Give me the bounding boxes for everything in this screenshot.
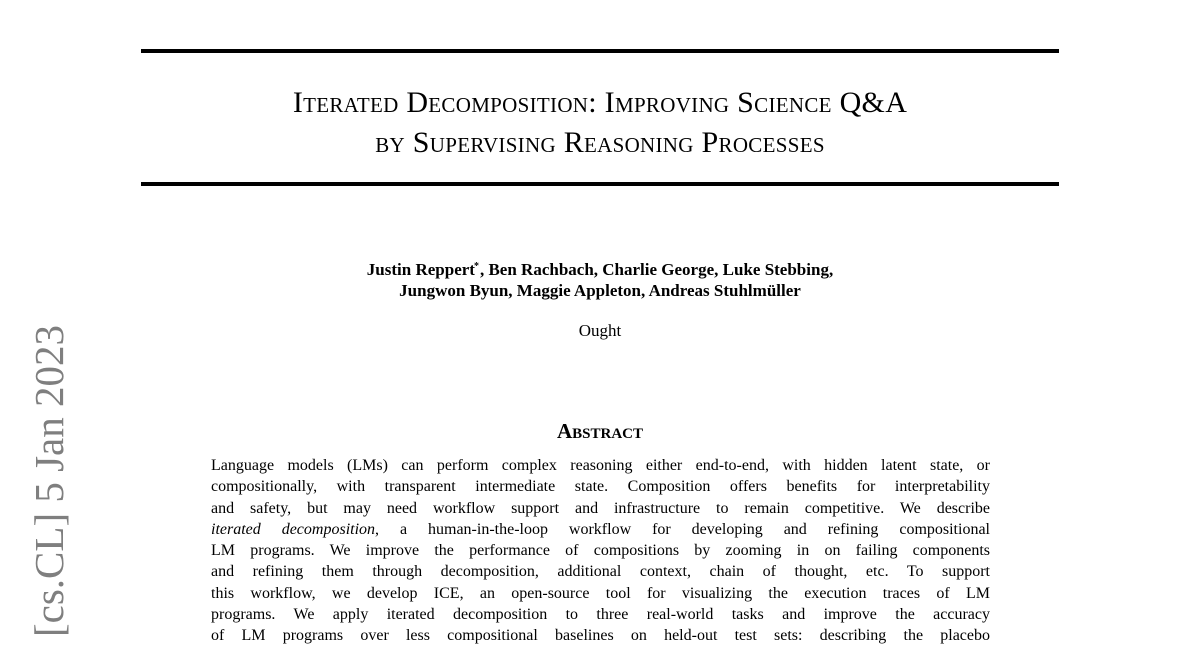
author-line-2: Jungwon Byun, Maggie Appleton, Andreas Stuhlmüller [399, 281, 801, 300]
arxiv-stamp: [cs.CL] 5 Jan 2023 [26, 324, 72, 637]
abstract-line: of LM programs over less compositional baselines on held-out test sets: describing the placebo [211, 627, 990, 645]
author-line-1-rest: , Ben Rachbach, Charlie George, Luke Stebbing, [479, 260, 834, 279]
affiliation: Ought [578, 321, 622, 340]
title-bottom-rule [141, 182, 1059, 186]
abstract-heading: Abstract [556, 419, 644, 443]
abstract-italic-term: iterated decomposition [211, 520, 376, 538]
abstract-line-4-rest: , a human-in-the-loop workflow for developing and refining compositional [375, 520, 990, 538]
paper-title [141, 83, 1059, 163]
abstract-line: LM programs. We improve the performance of compositions by zooming in on failing components [211, 542, 990, 560]
abstract-line: and refining them through decomposition, additional context, chain of thought, etc. To support [211, 563, 990, 581]
footnote-mark: * [473, 261, 479, 272]
abstract-line: programs. We apply iterated decomposition to three real-world tasks and improve the accuracy [211, 606, 990, 624]
abstract-line [211, 519, 990, 540]
title-top-rule [141, 49, 1059, 53]
abstract-body [211, 455, 990, 647]
paper-title-line-2: by Supervising Reasoning Processes [375, 126, 825, 159]
abstract-line: this workflow, we develop ICE, an open-source tool for visualizing the execution traces of LM [211, 584, 990, 602]
author-list [141, 256, 1059, 301]
abstract-line: and safety, but may need workflow support and infrastructure to remain competitive. We describe [211, 499, 990, 517]
author-line-1 [141, 256, 1059, 280]
abstract-line: Language models (LMs) can perform complex reasoning either end-to-end, with hidden latent state, or [211, 457, 990, 474]
paper-title-line-1: Iterated Decomposition: Improving Science Q&A [292, 86, 908, 119]
first-author: Justin Reppert [366, 260, 475, 279]
abstract-line: compositionally, with transparent intermediate state. Composition offers benefits for interpretability [211, 478, 990, 496]
